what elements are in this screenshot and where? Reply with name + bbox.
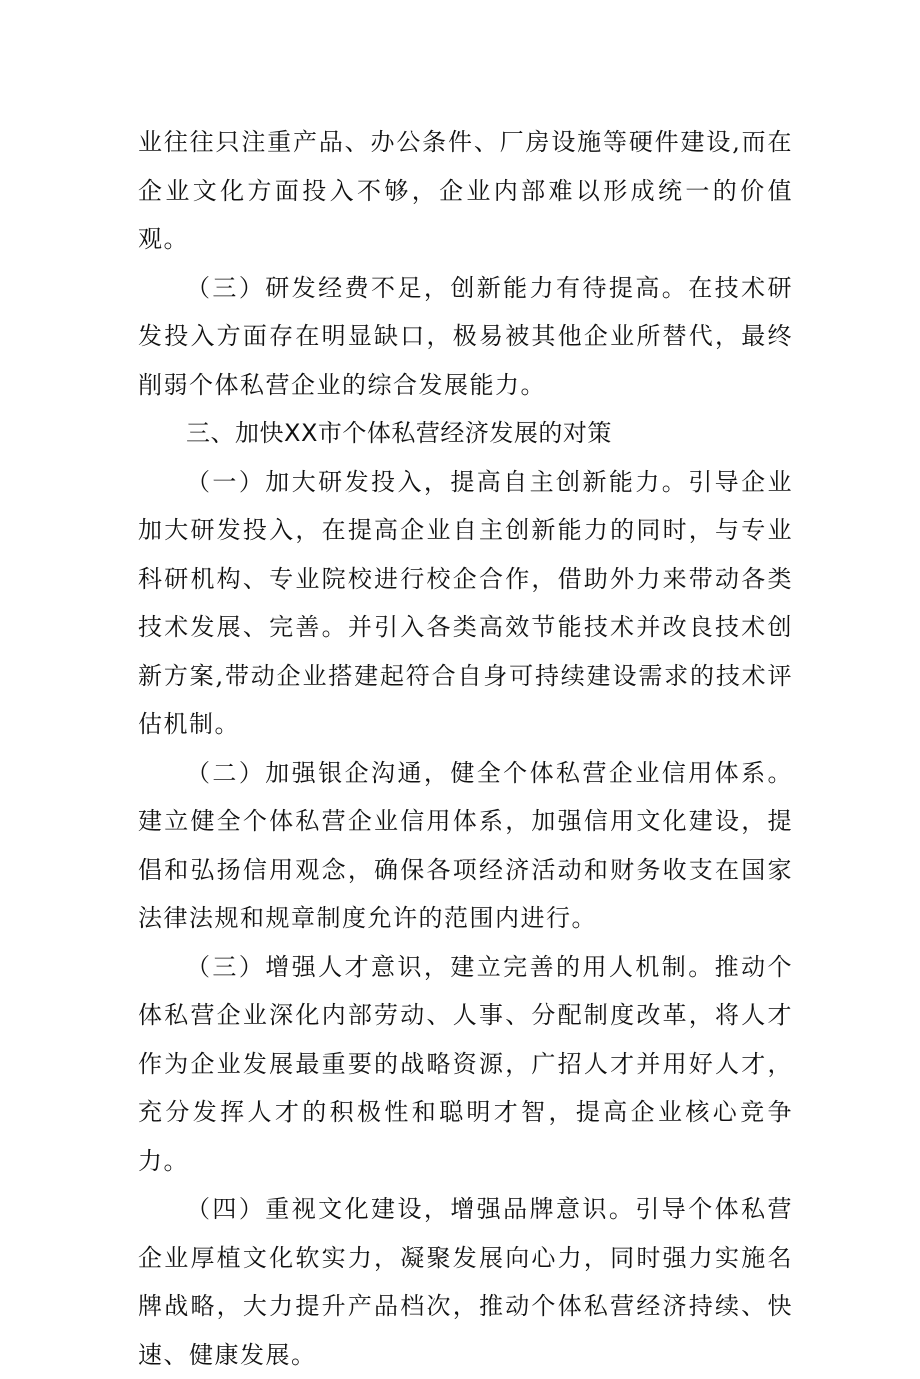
section-heading-countermeasures: 三、加快XX市个体私营经济发展的对策 — [186, 419, 612, 447]
paragraph-rd-funding: （三）研发经费不足，创新能力有待提高。在技术研发投入方面存在明显缺口，极易被其他企业所替代，最终削弱个体私营企业的综合发展能力。 — [138, 273, 793, 399]
paragraph-culture-brand: （四）重视文化建设，增强品牌意识。引导个体私营企业厚植文化软实力，凝聚发展向心力，同时强力实施名牌战略，大力提升产品档次，推动个体私营经济持续、快速、健康发展。 — [138, 1195, 793, 1369]
document-body — [138, 118, 793, 1379]
paragraph-talent: （三）增强人才意识，建立完善的用人机制。推动个体私营企业深化内部劳动、人事、分配制度改革，将人才作为企业发展最重要的战略资源，广招人才并用好人才，充分发挥人才的积极性和聪明才智，提高企业核心竞争力。 — [138, 952, 793, 1175]
paragraph-bank-credit: （二）加强银企沟通，健全个体私营企业信用体系。建立健全个体私营企业信用体系，加强信用文化建设，提倡和弘扬信用观念，确保各项经济活动和财务收支在国家法律法规和规章制度允许的范围内进行。 — [138, 758, 793, 932]
paragraph-rd-investment: （一）加大研发投入，提高自主创新能力。引导企业加大研发投入，在提高企业自主创新能力的同时，与专业科研机构、专业院校进行校企合作，借助外力来带动各类技术发展、完善。并引入各类高效节能技术并改良技术创新方案,带动企业搭建起符合自身可持续建设需求的技术评估机制。 — [138, 467, 793, 738]
paragraph-continuation: 业往往只注重产品、办公条件、厂房设施等硬件建设,而在企业文化方面投入不够，企业内部难以形成统一的价值观。 — [138, 128, 793, 253]
